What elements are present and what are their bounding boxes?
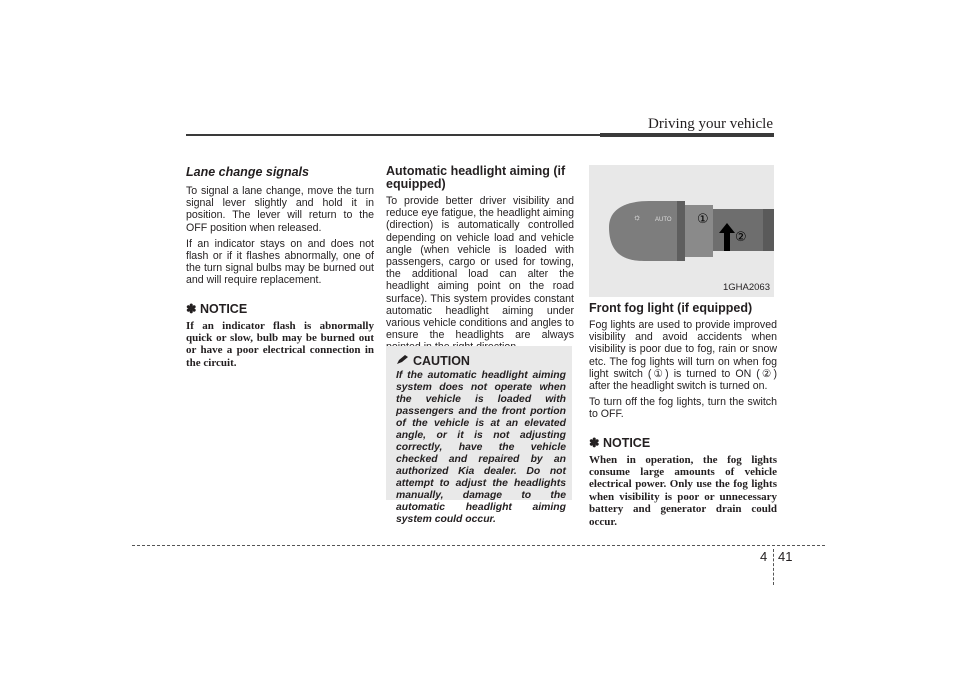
header-rule-accent	[600, 133, 774, 137]
headlight-aiming-paragraph: To provide better driver visibility and reduce eye fatigue, the headlight aiming (direction) is automatically controlled depending on vehicle load and vehicle angle (when vehicle is loaded with passengers, cargo or used for towing, the additional load can alter the headlight aiming point on the road surface). This system provides constant automatic headlight aiming under various vehicle conditions and angles to ensure the headlights are always	[386, 195, 574, 342]
fog-notice-body: When in operation, the fog lights consume large amounts of vehicle electrical power. Only use the fog lights when visibility is poor or unnecessary battery and generator drain could occur.	[589, 453, 777, 528]
pencil-icon	[396, 354, 409, 368]
auto-label: AUTO	[655, 217, 672, 223]
fog-light-heading: Front fog light (if equipped)	[589, 301, 753, 315]
svg-text:☼: ☼	[633, 212, 642, 222]
lane-change-heading: Lane change signals	[186, 165, 309, 179]
caution-title: CAUTION	[413, 354, 470, 368]
caution-header	[396, 354, 566, 368]
fog-light-switch-figure	[589, 165, 774, 297]
column-fog-light	[589, 302, 777, 528]
fog-light-paragraph-1: Fog lights are used to provide improved visibility and avoid accidents when visibility is poor due to fog, rain or snow etc. The fog lights will turn on when fog light switch (①) is turned to ON (②) after the headlight switch is turned on.	[589, 319, 777, 393]
caution-box	[386, 346, 572, 525]
headlight-aiming-heading: Automatic headlight aiming (if equipped)	[386, 164, 566, 191]
lane-change-paragraph-1: To signal a lane change, move the turn signal lever slightly and hold it in position. The lever will return to the OFF position when released.	[186, 185, 374, 234]
page-number-separator	[773, 549, 774, 585]
lane-change-paragraph-2: If an indicator stays on and does not flash or if it flashes abnormally, one of the turn signal bulbs may be burned out and will require replacement.	[186, 237, 374, 287]
header-title: Driving your vehicle	[648, 116, 773, 132]
chapter-number: 4	[760, 549, 768, 564]
notice-body: If an indicator flash is abnormally quick or slow, bulb may be burned out or have a poor electrical connection in the circuit.	[186, 319, 374, 369]
column-lane-change	[186, 165, 374, 369]
fog-notice-title: ✽ NOTICE	[589, 435, 651, 450]
fog-light-paragraph-2: To turn off the fog lights, turn the switch to OFF.	[589, 396, 777, 421]
column-headlight-aiming	[386, 165, 574, 358]
page-number: 41	[778, 549, 793, 564]
notice-title: ✽ NOTICE	[186, 301, 248, 316]
turn-signal-lever-illustration	[589, 165, 774, 297]
callout-two: ②	[735, 230, 747, 245]
figure-caption: 1GHA2063	[722, 282, 770, 293]
callout-one: ①	[697, 212, 709, 227]
caution-body: If the automatic headlight aiming system does not operate when the vehicle is loaded with passengers and the front portion of the vehicle is at an elevated angle, or it is not adjusting correctly, have the vehicle checked and repaired by an authorized Kia dealer. Do not attempt to adjust the headlights manually, damage to the automatic headlight aiming system could occur.	[396, 370, 566, 525]
footer-rule	[132, 545, 825, 546]
